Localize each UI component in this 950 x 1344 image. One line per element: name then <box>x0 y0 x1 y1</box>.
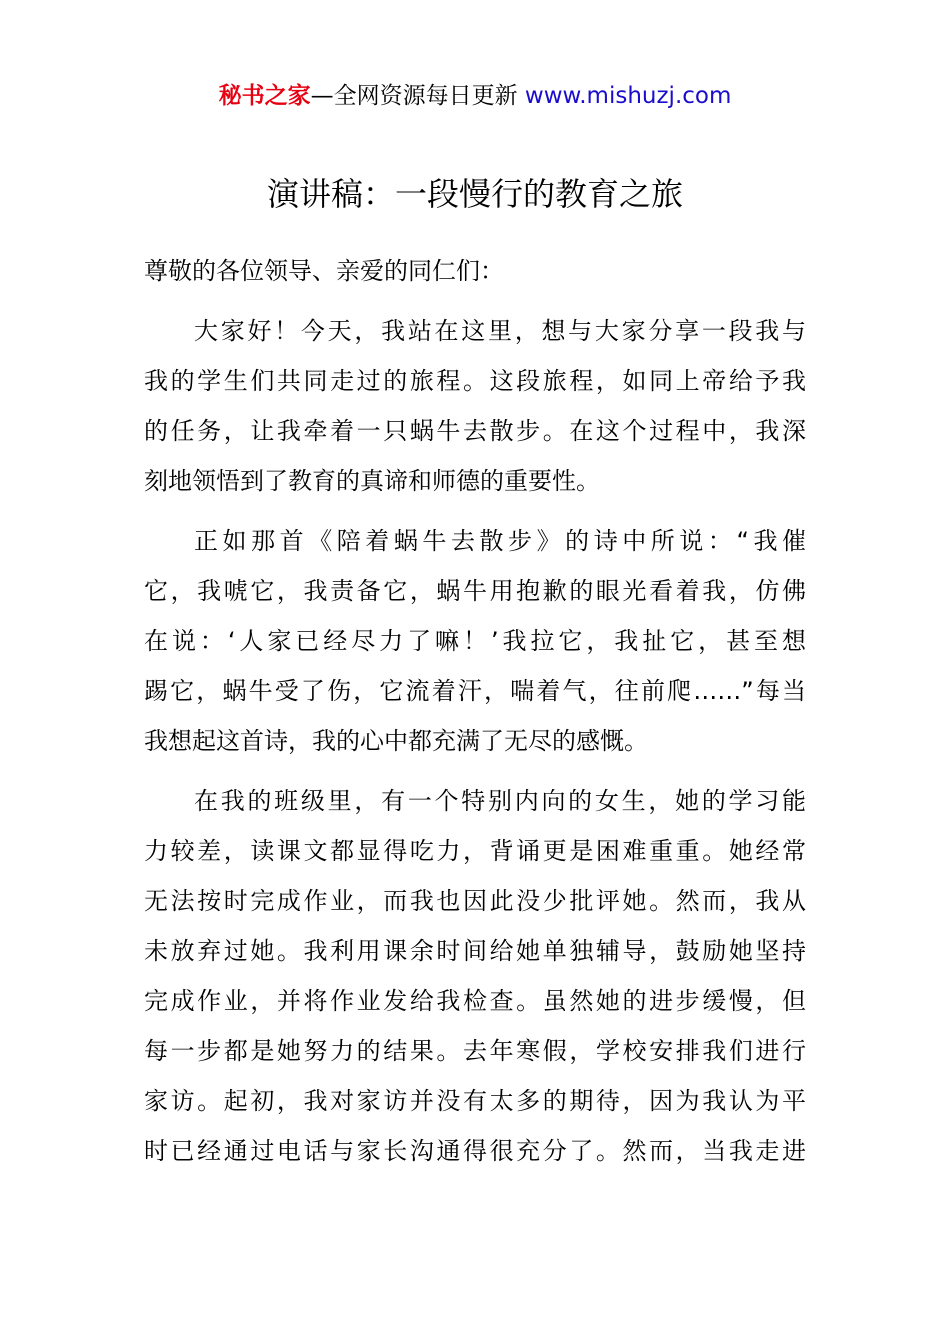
text-line: 力较差，读课文都显得吃力，背诵更是困难重重。她经常 <box>144 837 806 865</box>
text-line: 我的学生们共同走过的旅程。这段旅程，如同上帝给予我 <box>144 367 806 395</box>
paragraph-2 <box>144 516 806 766</box>
document-title: 演讲稿：一段慢行的教育之旅 <box>266 175 683 213</box>
site-tagline: —全网资源每日更新 <box>310 83 518 109</box>
text-line: 家访。起初，我对家访并没有太多的期待，因为我认为平 <box>144 1087 806 1115</box>
paragraph-3 <box>144 776 806 1176</box>
text-line: 完成作业，并将作业发给我检查。虽然她的进步缓慢，但 <box>144 987 806 1015</box>
text-line: 刻地领悟到了教育的真谛和师德的重要性。 <box>144 467 600 495</box>
site-header <box>0 80 950 112</box>
paragraph-1 <box>144 306 806 506</box>
text-line: 它，我唬它，我责备它，蜗牛用抱歉的眼光看着我，仿佛 <box>144 577 806 605</box>
text-line: 的任务，让我牵着一只蜗牛去散步。在这个过程中，我深 <box>144 417 806 445</box>
text-line: 每一步都是她努力的结果。去年寒假，学校安排我们进行 <box>144 1037 806 1065</box>
text-line: 在我的班级里，有一个特别内向的女生，她的学习能 <box>194 787 806 815</box>
text-line: 踢它，蜗牛受了伤，它流着汗，喘着气，往前爬……”每当 <box>144 677 806 705</box>
salutation: 尊敬的各位领导、亲爱的同仁们： <box>144 257 504 285</box>
text-line: 时已经通过电话与家长沟通得很充分了。然而，当我走进 <box>144 1137 806 1165</box>
text-line: 大家好！今天，我站在这里，想与大家分享一段我与 <box>194 317 806 345</box>
site-brand: 秘书之家 <box>218 83 311 109</box>
site-url-link[interactable]: www.mishuzj.com <box>524 83 732 109</box>
text-line: 无法按时完成作业，而我也因此没少批评她。然而，我从 <box>144 887 806 915</box>
text-line: 在说：‘人家已经尽力了嘛！’我拉它，我扯它，甚至想 <box>144 627 806 655</box>
text-line: 正如那首《陪着蜗牛去散步》的诗中所说：“我催 <box>194 527 806 555</box>
text-line: 我想起这首诗，我的心中都充满了无尽的感慨。 <box>144 727 648 755</box>
text-line: 未放弃过她。我利用课余时间给她单独辅导，鼓励她坚持 <box>144 937 806 965</box>
document-body <box>144 246 806 1186</box>
